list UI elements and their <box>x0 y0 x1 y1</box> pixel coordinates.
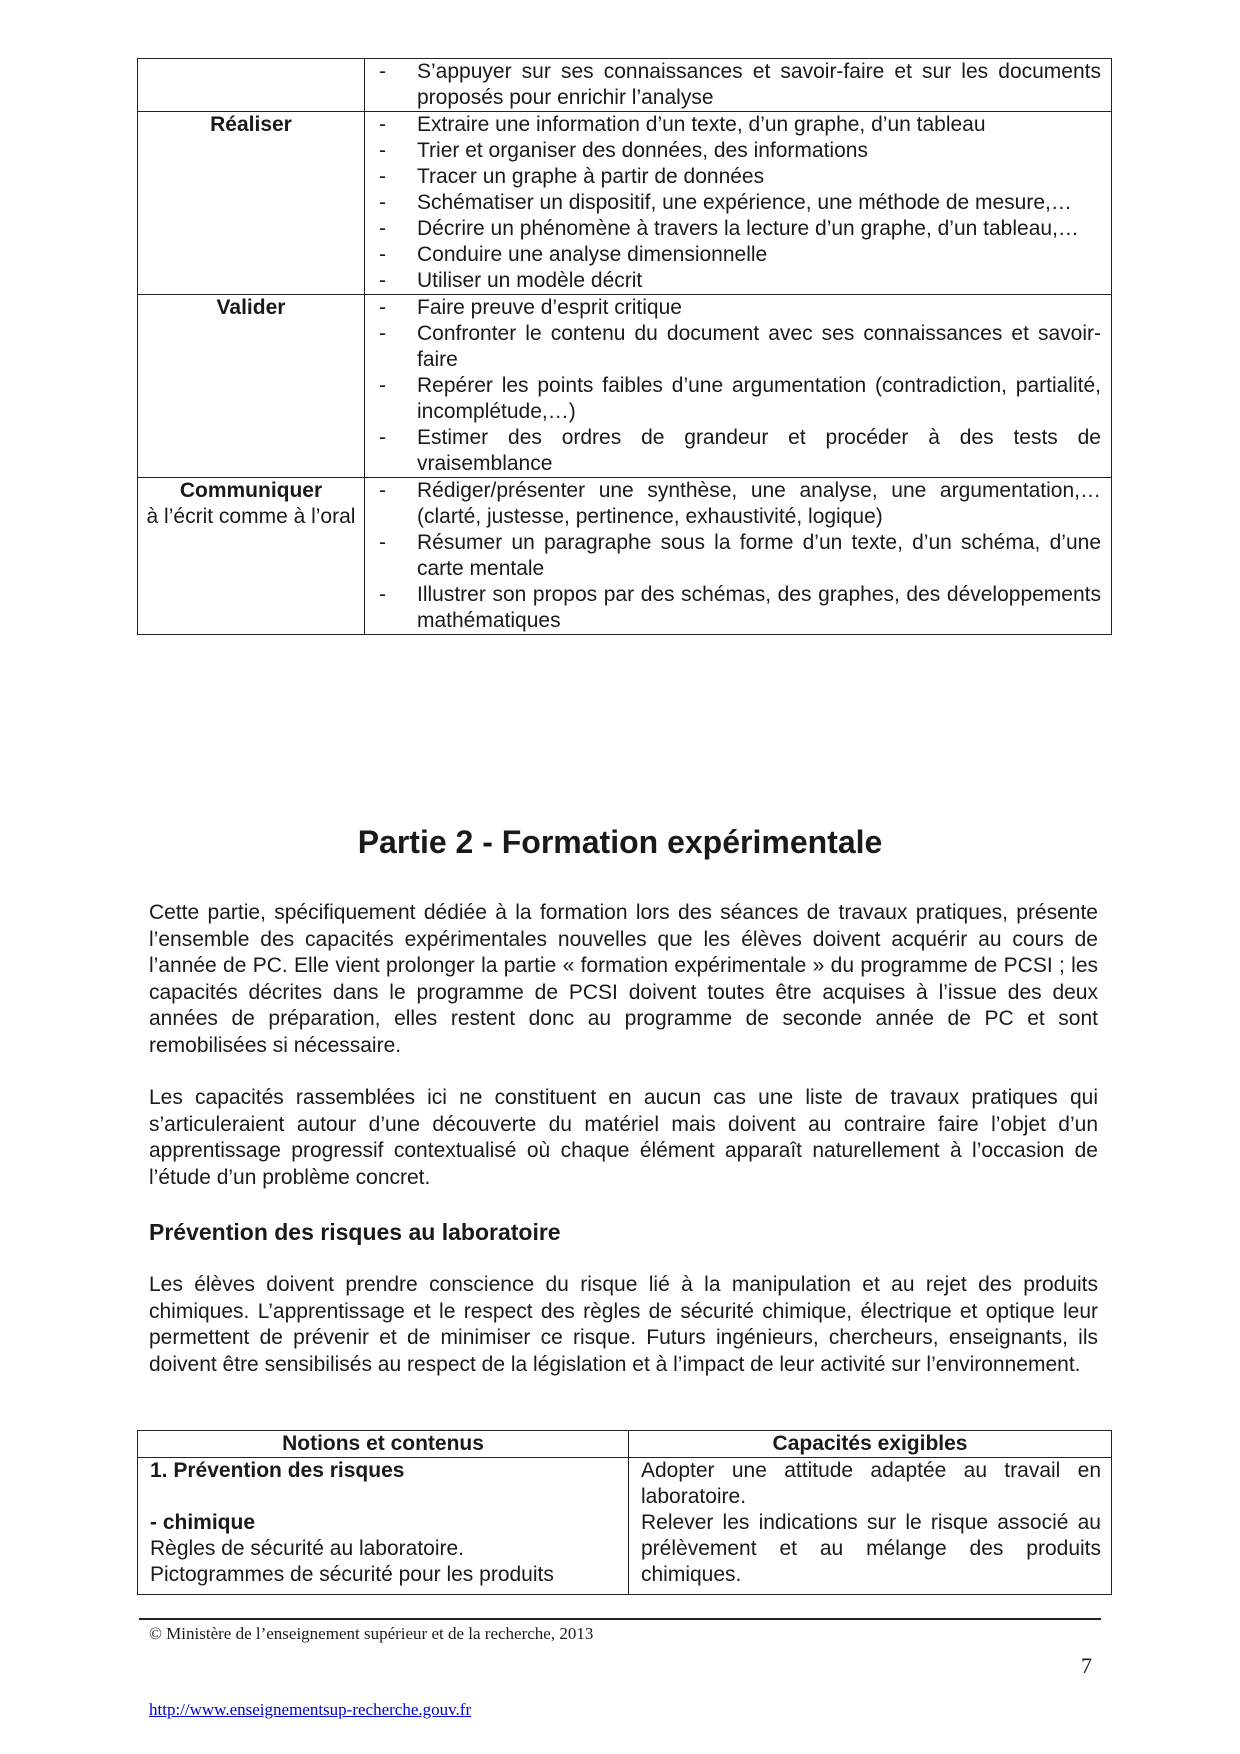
section-title: Partie 2 - Formation expérimentale <box>357 824 883 861</box>
competence-item: - Rédiger/présenter une synthèse, une analyse, une argumentation,… (clarté, justesse, pertinence, exhaustivité, logique) <box>379 478 1101 530</box>
competences-table <box>137 58 1112 635</box>
competence-items-cell <box>365 478 1112 635</box>
competence-row <box>138 478 1112 635</box>
header-capacites: Capacités exigibles <box>629 1431 1112 1458</box>
capacite-text: Relever les indications sur le risque associé au prélèvement et au mélange des produits chimiques. <box>641 1511 1101 1586</box>
notions-table-header-row <box>138 1431 1112 1458</box>
footer-copyright: © Ministère de l’enseignement supérieur et de la recherche, 2013 <box>149 1624 594 1643</box>
notions-cell <box>138 1458 629 1595</box>
competence-label: Valider <box>216 296 286 319</box>
notion-subheading: - chimique <box>150 1511 256 1534</box>
competence-item: - Trier et organiser des données, des informations <box>379 138 1101 164</box>
competence-label: Réaliser <box>210 113 292 136</box>
competence-item: - Repérer les points faibles d’une argumentation (contradiction, partialité, incomplétude,…) <box>379 373 1101 425</box>
competence-item: - Schématiser un dispositif, une expérience, une méthode de mesure,… <box>379 190 1101 216</box>
page-number: 7 <box>1081 1653 1092 1678</box>
competence-sublabel: à l’écrit comme à l’oral <box>146 505 356 528</box>
competence-item: - Utiliser un modèle décrit <box>379 268 1101 294</box>
capacites-cell <box>629 1458 1112 1595</box>
footer-divider <box>139 1618 1101 1620</box>
competence-items-cell <box>365 59 1112 112</box>
competence-row <box>138 112 1112 295</box>
header-notions: Notions et contenus <box>138 1431 629 1458</box>
competence-row <box>138 295 1112 478</box>
competence-label-cell <box>138 59 365 112</box>
risk-prevention-paragraph: Les élèves doivent prendre conscience du risque lié à la manipulation et au rejet des produits chimiques. L’apprentissage et le respect des règles de sécurité chimique, électrique et optique leur permettent de prévenir et de minimiser ce risque. Futurs ingénieurs, chercheurs, enseignants, ils doivent être sensibilisés au respect de la législation et à l’impact de leur activité sur l’environnement. <box>149 1273 1098 1376</box>
risk-prevention-heading: Prévention des risques au laboratoire <box>149 1219 561 1245</box>
footer-link[interactable]: http://www.enseignementsup-recherche.gouv.fr <box>149 1700 472 1719</box>
notion-heading: 1. Prévention des risques <box>150 1459 405 1482</box>
competence-item: - Faire preuve d’esprit critique <box>379 295 1101 321</box>
competence-item: - Extraire une information d’un texte, d’un graphe, d’un tableau <box>379 112 1101 138</box>
competence-item: - Décrire un phénomène à travers la lecture d’un graphe, d’un tableau,… <box>379 216 1101 242</box>
competence-list <box>379 478 1101 634</box>
competence-list <box>379 59 1101 111</box>
intro-paragraph: Cette partie, spécifiquement dédiée à la formation lors des séances de travaux pratiques, présente l’ensemble des capacités expérimentales nouvelles que les élèves doivent acquérir au cours de l’année de PC. Elle vient prolonger la partie « formation expérimentale » du programme de PCSI ; les capacités décrites dans le programme de PCSI doivent toutes être acquises à l’issue des deux années de préparation, elles restent donc au programme de seconde année de PC et sont remobilisées si nécessaire. <box>149 901 1098 1057</box>
notion-line: Pictogrammes de sécurité pour les produits <box>150 1563 554 1586</box>
competence-items-cell <box>365 112 1112 295</box>
competence-label-cell <box>138 112 365 295</box>
competence-items-cell <box>365 295 1112 478</box>
competence-item: - S’appuyer sur ses connaissances et savoir-faire et sur les documents proposés pour enrichir l’analyse <box>379 59 1101 111</box>
competences-table-body <box>138 59 1112 635</box>
notion-line: Règles de sécurité au laboratoire. <box>150 1537 465 1560</box>
competence-item: - Illustrer son propos par des schémas, des graphes, des développements mathématiques <box>379 582 1101 634</box>
competence-row <box>138 59 1112 112</box>
notions-table <box>137 1430 1112 1595</box>
competence-label: Communiquer <box>179 479 323 502</box>
competence-item: - Estimer des ordres de grandeur et procéder à des tests de vraisemblance <box>379 425 1101 477</box>
competence-label-cell <box>138 295 365 478</box>
capacities-paragraph: Les capacités rassemblées ici ne constituent en aucun cas une liste de travaux pratiques qui s’articuleraient autour d’une découverte du matériel mais doivent au contraire faire l’objet d’un apprentissage progressif contextualisé où chaque élément apparaît naturellement à l’occasion de l’étude d’un problème concret. <box>149 1086 1098 1189</box>
cell-spacer <box>150 1484 618 1510</box>
capacite-text: Adopter une attitude adaptée au travail en laboratoire. <box>641 1459 1101 1508</box>
competence-label-cell <box>138 478 365 635</box>
competence-item: - Conduire une analyse dimensionnelle <box>379 242 1101 268</box>
competence-item: - Tracer un graphe à partir de données <box>379 164 1101 190</box>
competence-list <box>379 295 1101 477</box>
notions-table-row <box>138 1458 1112 1595</box>
competence-list <box>379 112 1101 294</box>
competence-item: - Résumer un paragraphe sous la forme d’un texte, d’un schéma, d’une carte mentale <box>379 530 1101 582</box>
competence-item: - Confronter le contenu du document avec ses connaissances et savoir-faire <box>379 321 1101 373</box>
